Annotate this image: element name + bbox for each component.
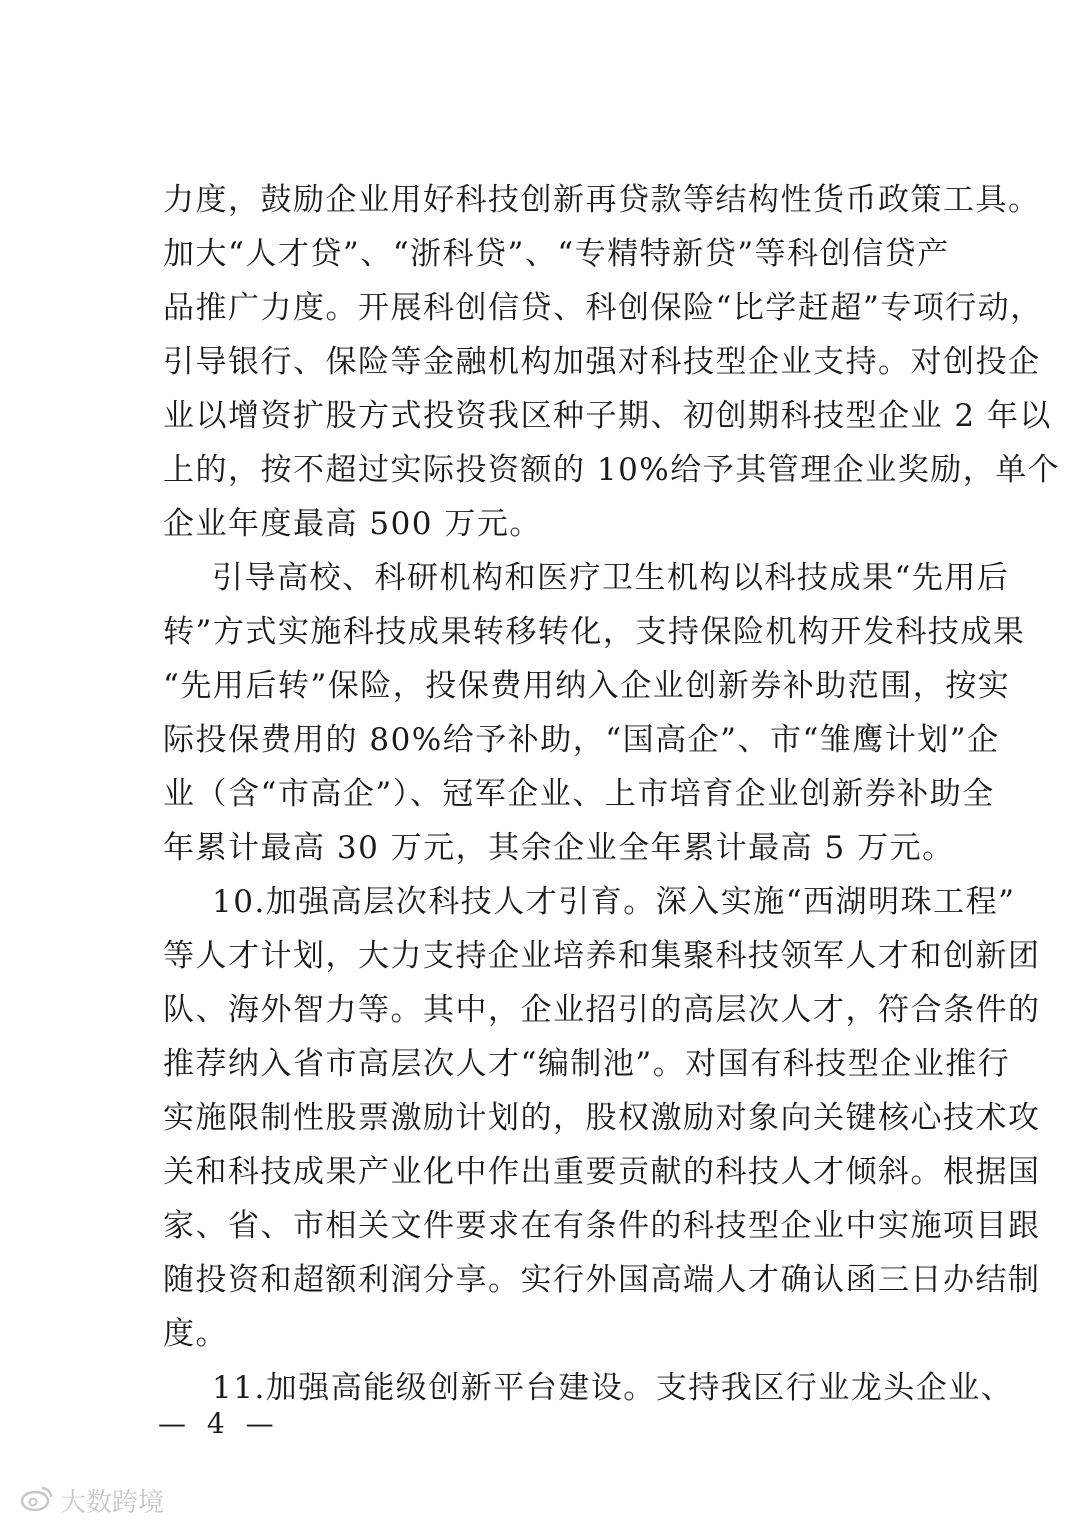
page-number: — 4 — [158,1407,280,1440]
watermark-text: 大数跨境 [60,1487,165,1518]
section-heading-11: 11.加强高能级创新平台建设。支持我区行业龙头企业、 [212,1370,1014,1406]
body-text-line: 度。 [163,1316,228,1352]
body-text-line: 加大“人才贷”、“浙科贷”、“专精特新贷”等科创信贷产 [163,236,950,272]
body-text-line: 队、海外智力等。其中，企业招引的高层次人才，符合条件的 [163,992,1041,1028]
paragraph-first-line: 引导高校、科研机构和医疗卫生机构以科技成果“先用后 [212,560,1010,596]
body-text-line: 业（含“市高企”）、冠军企业、上市培育企业创新券补助全 [163,776,995,812]
body-text-line: “先用后转”保险，投保费用纳入企业创新券补助范围，按实 [163,668,1011,704]
watermark [20,1484,164,1516]
body-text-line: 际投保费用的 80%给予补助，“国高企”、市“雏鹰计划”企 [163,722,1000,758]
body-text-line: 转”方式实施科技成果转移转化，支持保险机构开发科技成果 [163,614,1026,650]
body-text-line: 年累计最高 30 万元，其余企业全年累计最高 5 万元。 [163,830,955,866]
body-text-line: 随投资和超额利润分享。实行外国高端人才确认函三日办结制 [163,1262,1041,1298]
body-text-line: 家、省、市相关文件要求在有条件的科技型企业中实施项目跟 [163,1208,1041,1244]
weibo-icon [20,1484,54,1516]
body-text-line: 关和科技成果产业化中作出重要贡献的科技人才倾斜。根据国 [163,1154,1041,1190]
body-text-line: 上的，按不超过实际投资额的 10%给予其管理企业奖励，单个 [163,452,1061,488]
body-text-line: 引导银行、保险等金融机构加强对科技型企业支持。对创投企 [163,344,1041,380]
body-text-line: 业以增资扩股方式投资我区种子期、初创期科技型企业 2 年以 [163,398,1052,434]
body-text-line: 企业年度最高 500 万元。 [163,506,542,542]
body-text-line: 力度，鼓励企业用好科技创新再贷款等结构性货币政策工具。 [163,182,1041,218]
body-text-line: 品推广力度。开展科创信贷、科创保险“比学赶超”专项行动， [163,290,1043,326]
body-text-line: 推荐纳入省市高层次人才“编制池”。对国有科技型企业推行 [163,1046,1011,1082]
body-text-line: 等人才计划，大力支持企业培养和集聚科技领军人才和创新团 [163,938,1041,974]
body-text-line: 实施限制性股票激励计划的，股权激励对象向关键核心技术攻 [163,1100,1041,1136]
section-heading-10: 10.加强高层次科技人才引育。深入实施“西湖明珠工程” [212,884,1016,920]
